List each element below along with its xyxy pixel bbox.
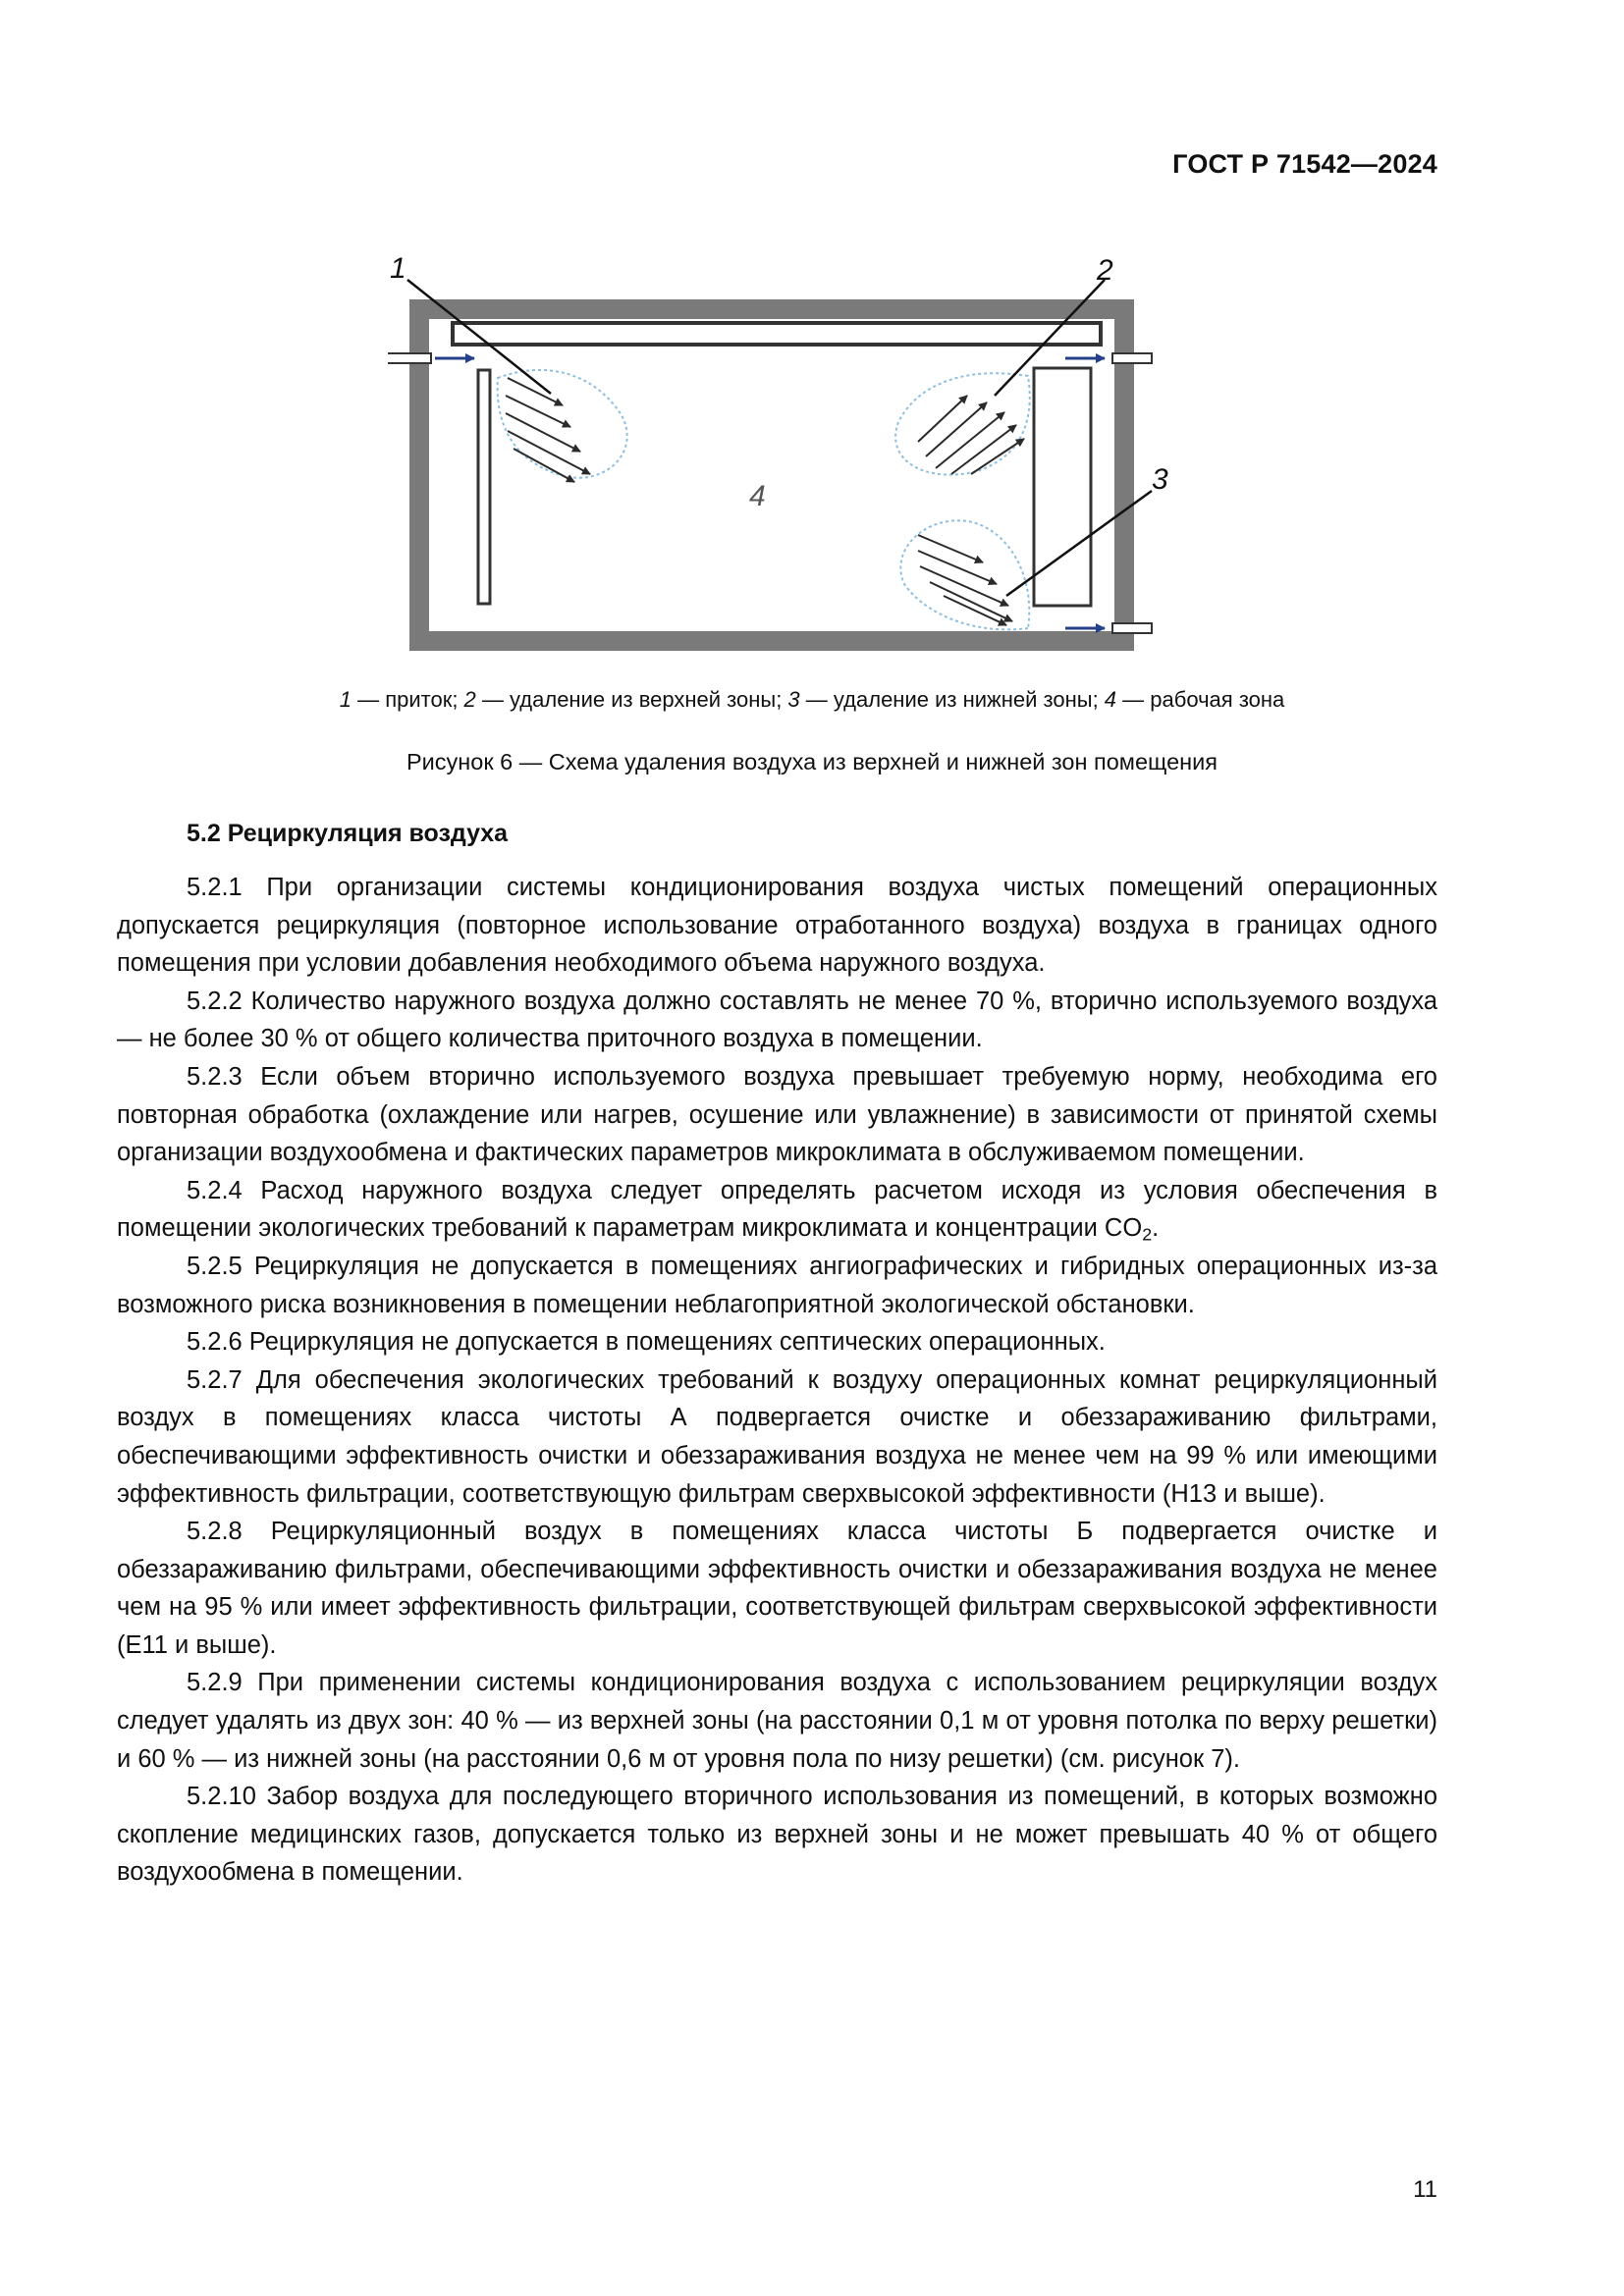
legend-text-1: — приток; bbox=[351, 687, 464, 712]
body-text bbox=[117, 869, 1437, 1892]
legend-num-1: 1 bbox=[339, 687, 352, 712]
figure-caption: Рисунок 6 — Схема удаления воздуха из верхней и нижней зон помещения bbox=[406, 749, 1218, 774]
callout-3: 3 bbox=[1152, 463, 1168, 496]
supply-arrows bbox=[506, 378, 590, 482]
paragraph-5-2-8: 5.2.8 Рециркуляционный воздух в помещениях класса чистоты Б подвергается очистке и обеззараживанию фильтрами, обеспечивающими эффективность очистки и обеззараживания воздуха не менее чем на 95 % или имеет эффективность фильтрации, соответствующей фильтрам сверхвысокой эффективности (Е11 и выше). bbox=[117, 1518, 1437, 1659]
figure-legend bbox=[0, 687, 1624, 713]
lower-outlet-grille bbox=[1112, 623, 1152, 633]
supply-panel bbox=[478, 370, 490, 604]
section-heading: 5.2 Рециркуляция воздуха bbox=[187, 820, 509, 847]
upper-outlet-grille bbox=[1112, 353, 1152, 363]
figure-6-diagram bbox=[388, 250, 1173, 663]
paragraph-5-2-1: 5.2.1 При организации системы кондиционирования воздуха чистых помещений операционных допускается рециркуляция (повторное использование отработанного воздуха) воздуха в границах одного помещения при условии добавления необходимого объема наружного воздуха. bbox=[117, 874, 1437, 978]
paragraph-5-2-10: 5.2.10 Забор воздуха для последующего вторичного использования из помещений, в которых возможно скопление медицинских газов, допускается только из верхней зоны и не может превышать 40 % от общего воздухообмена в помещении. bbox=[117, 1783, 1437, 1887]
legend-text-2: — удаление из верхней зоны; bbox=[475, 687, 788, 712]
paragraph-5-2-3: 5.2.3 Если объем вторично используемого воздуха превышает требуемую норму, необходима его повторная обработка (охлаждение или нагрев, осушение или увлажнение) в зависимости от принятой схемы организации воздухообмена и фактических параметров микроклимата в обслуживаемом помещении. bbox=[117, 1062, 1437, 1167]
paragraph-5-2-2: 5.2.2 Количество наружного воздуха должно составлять не менее 70 %, вторично используемого воздуха — не более 30 % от общего количества приточного воздуха в помещении. bbox=[117, 987, 1437, 1053]
paragraph-5-2-9: 5.2.9 При применении системы кондиционирования воздуха с использованием рециркуляции воздух следует удалять из двух зон: 40 % — из верхней зоны (на расстоянии 0,1 м от уровня потолка по верху решетки) и 60 % — из нижней зоны (на расстоянии 0,6 м от уровня пола по низу решетки) (см. рисунок 7). bbox=[117, 1669, 1437, 1773]
inlet-grille bbox=[388, 353, 431, 363]
callout-1: 1 bbox=[390, 252, 406, 285]
paragraph-5-2-4 bbox=[117, 1172, 1437, 1248]
room-wall bbox=[409, 299, 1134, 651]
legend-num-4: 4 bbox=[1104, 687, 1117, 712]
paragraph-5-2-6: 5.2.6 Рециркуляция не допускается в помещениях септических операционных. bbox=[187, 1328, 1106, 1357]
legend-num-2: 2 bbox=[463, 687, 476, 712]
ventilation-scheme-svg bbox=[388, 250, 1173, 663]
page-number: 11 bbox=[1413, 2176, 1437, 2203]
paragraph-5-2-5: 5.2.5 Рециркуляция не допускается в помещениях ангиографических и гибридных операционных из-за возможного риска возникновения в помещении неблагоприятной экологической обстановки. bbox=[117, 1252, 1437, 1318]
callout-4: 4 bbox=[749, 480, 766, 512]
callout-2: 2 bbox=[1097, 254, 1113, 287]
lower-exhaust-arrows bbox=[918, 535, 1012, 625]
legend-text-4: — рабочая зона bbox=[1116, 687, 1285, 712]
legend-text-3: — удаление из нижней зоны; bbox=[799, 687, 1105, 712]
co2-subscript: 2 bbox=[1142, 1224, 1153, 1245]
paragraph-5-2-4-end: . bbox=[1152, 1214, 1160, 1243]
lower-exhaust-airflow-zone bbox=[900, 520, 1029, 629]
ceiling-duct bbox=[453, 323, 1101, 345]
paragraph-5-2-4-text: 5.2.4 Расход наружного воздуха следует определять расчетом исходя из условия обеспечения в помещении экологических требований к параметрам микроклимата и концентрации CO bbox=[117, 1176, 1437, 1243]
upper-exhaust-arrows bbox=[918, 396, 1024, 474]
paragraph-5-2-7: 5.2.7 Для обеспечения экологических требований к воздуху операционных комнат рециркуляционный воздух в помещениях класса чистоты А подвергается очистке и обеззараживанию фильтрами, обеспечивающими эффективность очистки и обеззараживания воздуха не менее чем на 99 % или имеющими эффективность фильтрации, соответствующую фильтрам сверхвысокой эффективности (Н13 и выше). bbox=[117, 1365, 1437, 1508]
legend-num-3: 3 bbox=[787, 687, 800, 712]
document-code: ГОСТ Р 71542—2024 bbox=[1172, 149, 1437, 179]
